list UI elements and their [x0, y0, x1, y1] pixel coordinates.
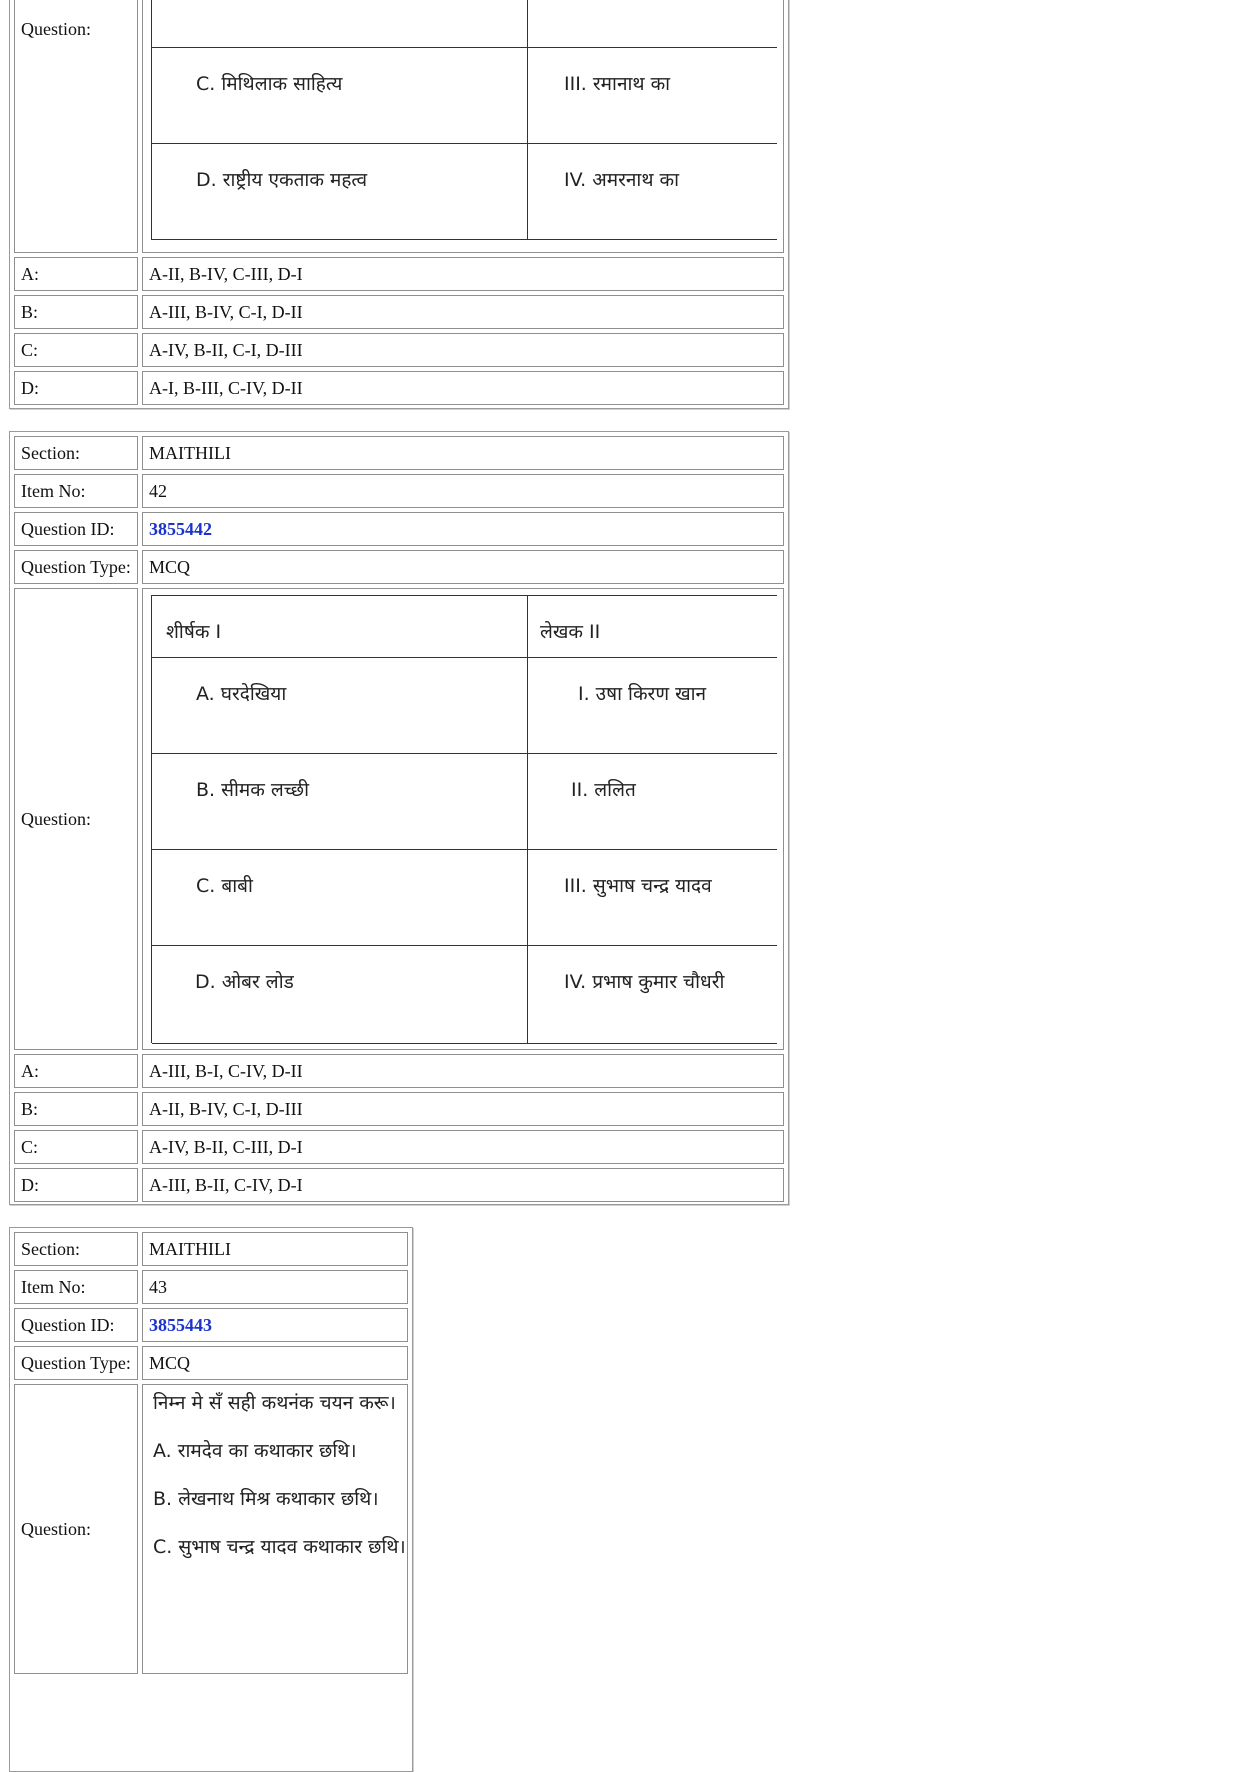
match-right: II. ललित — [571, 779, 636, 801]
match-left: C. बाबी — [196, 875, 253, 897]
question-line: निम्न मे सँ सही कथनंक चयन करू। — [153, 1392, 396, 1414]
match-left: D. राष्ट्रीय एकताक महत्व — [196, 169, 368, 191]
section-value: MAITHILI — [142, 1232, 408, 1266]
item-no-row: Item No: 43 — [14, 1270, 408, 1304]
question-label: Question: — [14, 588, 138, 1050]
match-row — [152, 754, 777, 850]
match-left: D. ओबर लोड — [195, 971, 294, 993]
section-row: Section: MAITHILI — [14, 436, 784, 470]
section-row: Section: MAITHILI — [14, 1232, 408, 1266]
match-table — [151, 0, 777, 240]
match-right: IV. अमरनाथ का — [564, 169, 680, 191]
question-label: Question: — [14, 1384, 138, 1674]
question-label: Question: — [14, 0, 138, 253]
option-row-d: D: A-III, B-II, C-IV, D-I — [14, 1168, 784, 1202]
match-right: IV. प्रभाष कुमार चौधरी — [564, 971, 725, 993]
match-row — [152, 48, 777, 144]
option-row-d: D: A-I, B-III, C-IV, D-II — [14, 371, 784, 405]
match-left: A. घरदेखिया — [196, 683, 287, 705]
match-row — [152, 658, 777, 754]
question-content — [142, 1384, 408, 1674]
section-value: MAITHILI — [142, 436, 784, 470]
question-block-42 — [9, 431, 789, 1205]
option-row-c: C: A-IV, B-II, C-I, D-III — [14, 333, 784, 367]
match-right: III. रमानाथ का — [564, 73, 671, 95]
question-id-value: 3855442 — [142, 512, 784, 546]
match-right: I. उषा किरण खान — [578, 683, 707, 705]
option-row-b: B: A-III, B-IV, C-I, D-II — [14, 295, 784, 329]
header-right: लेखक II — [540, 621, 601, 643]
option-row-a: A: A-III, B-I, C-IV, D-II — [14, 1054, 784, 1088]
match-row — [152, 850, 777, 946]
question-id-value: 3855443 — [142, 1308, 408, 1342]
option-row-b: B: A-II, B-IV, C-I, D-III — [14, 1092, 784, 1126]
match-header-row — [152, 596, 777, 658]
match-left: B. सीमक लच्छी — [196, 779, 309, 801]
match-row — [152, 946, 777, 1044]
question-line: B. लेखनाथ मिश्र कथाकार छथि। — [153, 1488, 379, 1510]
match-table — [151, 595, 777, 1043]
question-id-row: Question ID: 3855443 — [14, 1308, 408, 1342]
item-no-value: 42 — [142, 474, 784, 508]
item-no-row: Item No: 42 — [14, 474, 784, 508]
match-row — [152, 144, 777, 240]
item-no-value: 43 — [142, 1270, 408, 1304]
question-type-value: MCQ — [142, 550, 784, 584]
match-right: III. सुभाष चन्द्र यादव — [564, 875, 712, 897]
question-block-41 — [9, 0, 789, 409]
question-id-row: Question ID: 3855442 — [14, 512, 784, 546]
question-type-row: Question Type: MCQ — [14, 1346, 408, 1380]
option-row-c: C: A-IV, B-II, C-III, D-I — [14, 1130, 784, 1164]
question-block-43 — [9, 1227, 413, 1772]
question-type-value: MCQ — [142, 1346, 408, 1380]
question-type-row: Question Type: MCQ — [14, 550, 784, 584]
header-left: शीर्षक I — [166, 621, 222, 643]
match-left: C. मिथिलाक साहित्य — [196, 73, 343, 95]
question-content — [142, 588, 784, 1050]
question-line: C. सुभाष चन्द्र यादव कथाकार छथि। — [153, 1536, 406, 1558]
question-content — [142, 0, 784, 253]
question-line: A. रामदेव का कथाकार छथि। — [153, 1440, 357, 1462]
option-row-a: A: A-II, B-IV, C-III, D-I — [14, 257, 784, 291]
